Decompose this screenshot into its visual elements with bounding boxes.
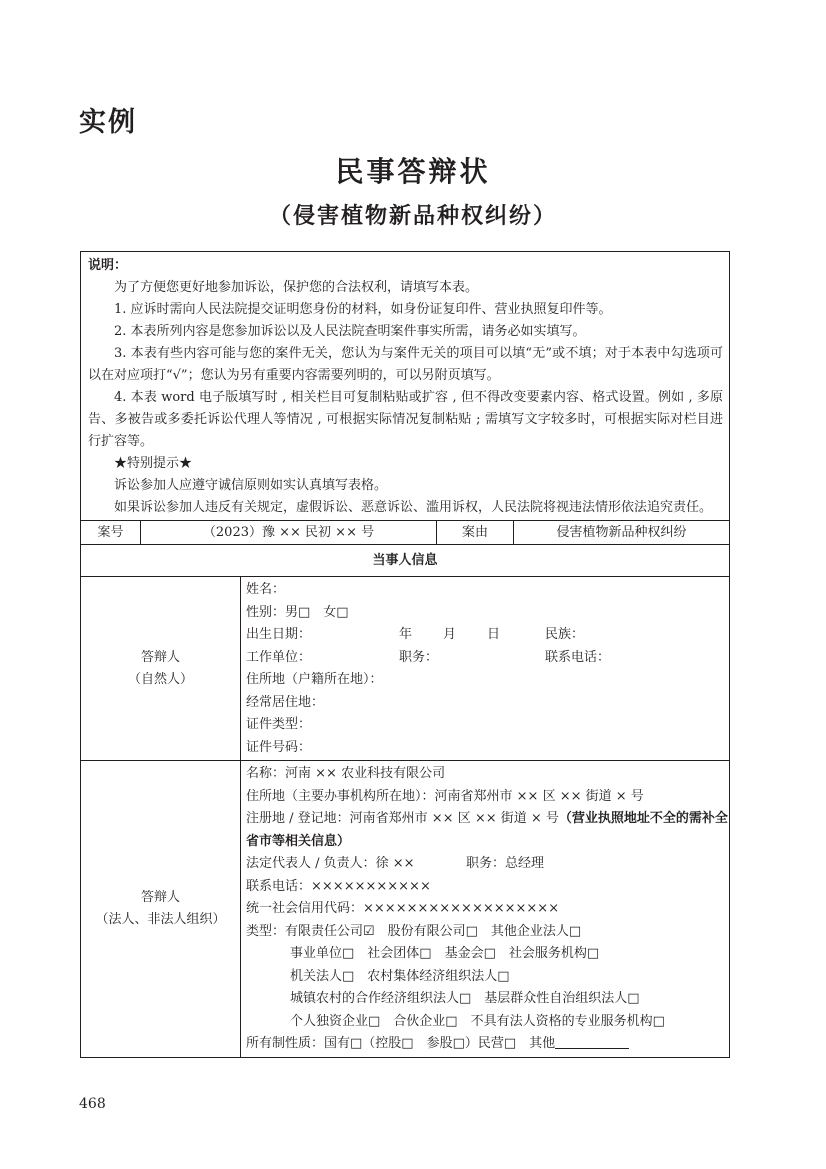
- representative-position-label: 职务：: [466, 856, 506, 871]
- entity-name-label: 名称：: [246, 766, 286, 781]
- ethnicity-field[interactable]: 民族：: [545, 627, 585, 642]
- workplace-line: [246, 647, 729, 670]
- entity-phone-field[interactable]: [246, 876, 729, 899]
- instructions-row: [81, 252, 730, 521]
- instruction-paragraph: 1. 应诉时需向人民法院提交证明您身份的材料，如身份证复印件、营业执照复印件等。: [114, 302, 612, 317]
- credit-code-field[interactable]: [246, 898, 729, 921]
- respondent-label: 答辩人: [140, 649, 180, 665]
- domicile-field[interactable]: 住所地（户籍所在地）：: [246, 672, 383, 687]
- entity-address-field[interactable]: [246, 786, 729, 809]
- natural-person-row: [81, 577, 730, 761]
- entity-phone-value: ×××××××××××: [311, 878, 431, 894]
- position-field[interactable]: 职务：: [399, 649, 439, 665]
- instruction-paragraph: 3. 本表有些内容可能与您的案件无关，您认为与案件无关的项目可以填“无”或不填；对于本表中勾选项可以在对应项打“√”；您认为另有重要内容需要列明的，可以另附页填写。: [88, 346, 724, 383]
- case-cause-value: 侵害植物新品种权纠纷: [514, 521, 730, 545]
- phone-field[interactable]: 联系电话：: [545, 649, 611, 665]
- respondent-type-label: （法人、非法人组织）: [95, 911, 226, 927]
- registration-address-field[interactable]: [246, 808, 729, 853]
- ownership-field[interactable]: [246, 1033, 729, 1056]
- case-cause-label: 案由: [437, 521, 514, 545]
- representative-position-value: 总经理: [505, 856, 545, 871]
- id-type-field[interactable]: 证件类型：: [246, 717, 312, 732]
- natural-person-fields: [241, 577, 730, 761]
- gender-field[interactable]: 性别：男□ 女□: [246, 604, 349, 620]
- representative-label: 法定代表人 / 负责人：: [246, 856, 376, 871]
- instruction-paragraph: 为了方便您更好地参加诉讼，保护您的合法权利，请填写本表。: [114, 280, 479, 295]
- special-notice-heading: ★特别提示★: [114, 456, 193, 471]
- birth-day: 日: [487, 627, 501, 642]
- representative-value[interactable]: 徐 ××: [375, 856, 415, 871]
- birth-date-field[interactable]: [246, 624, 729, 647]
- other-ownership-blank[interactable]: [555, 1034, 629, 1049]
- credit-code-label: 统一社会信用代码：: [246, 901, 364, 916]
- case-number-label: 案号: [81, 521, 141, 545]
- respondent-type-label: （自然人）: [127, 671, 193, 687]
- section-title: 实例: [79, 107, 137, 138]
- id-number-field[interactable]: 证件号码：: [246, 739, 312, 755]
- birth-year: 年: [399, 627, 413, 642]
- document-subtitle: （侵害植物新品种权纠纷）: [268, 204, 557, 229]
- credit-code-value: ××××××××××××××××××: [363, 901, 560, 916]
- entity-phone-label: 联系电话：: [246, 878, 312, 894]
- name-field[interactable]: 姓名：: [246, 582, 286, 597]
- ownership-options[interactable]: 所有制性质：国有□（控股□ 参股□）民营□ 其他: [246, 1036, 556, 1051]
- birth-date-label: 出生日期：: [246, 627, 312, 642]
- registration-address-label: 注册地 / 登记地：: [246, 811, 350, 826]
- party-info-header-row: [81, 545, 730, 577]
- registration-address-note: （营业执照地址不全的需补全省市等相关信息）: [246, 811, 728, 849]
- instructions-cell: [81, 252, 730, 521]
- instruction-paragraph: 4. 本表 word 电子版填写时 , 相关栏目可复制粘贴或扩容 , 但不得改变要素内容、格式设置。例如 , 多原告、多被告或多委托诉讼代理人等情况 , 可根据实际情况复制粘贴 ; 需填写文字较多时，可根据实际对栏目进行扩容等。: [88, 390, 724, 449]
- birth-month: 月: [443, 627, 457, 642]
- instruction-paragraph: 诉讼参加人应遵守诚信原则如实认真填写表格。: [114, 478, 388, 493]
- entity-address-label: 住所地（主要办事机构所在地）：: [246, 788, 435, 804]
- natural-person-label: [81, 577, 241, 761]
- instruction-paragraph: 如果诉讼参加人违反有关规定，虚假诉讼、恶意诉讼、滥用诉权，人民法院将视违法情形依法追究责任。: [114, 500, 713, 515]
- entity-type-checkboxes[interactable]: 类型：有限责任公司☑ 股份有限公司□ 其他企业法人□: [246, 923, 582, 939]
- entity-name-value: 河南 ×× 农业科技有限公司: [285, 766, 446, 781]
- entity-address-value: 河南省郑州市 ×× 区 ×× 街道 × 号: [434, 788, 644, 804]
- document-title: 民事答辩状: [335, 155, 491, 188]
- instruction-paragraph: 2. 本表所列内容是您参加诉讼以及人民法院查明案件事实所需，请务必如实填写。: [114, 324, 586, 339]
- legal-entity-label: [81, 761, 241, 1058]
- legal-entity-row: [81, 761, 730, 1058]
- entity-type-checkboxes[interactable]: 城镇农村的合作经济组织法人□ 基层群众性自治组织法人□: [290, 991, 640, 1006]
- instructions-heading: 说明：: [88, 258, 128, 273]
- entity-type-checkboxes[interactable]: 事业单位□ 社会团体□ 基金会□ 社会服务机构□: [290, 946, 600, 961]
- defense-form-table: [80, 251, 730, 1058]
- legal-entity-fields: [241, 761, 730, 1058]
- case-number-value: （2023）豫 ×× 民初 ×× 号: [141, 521, 437, 545]
- entity-type-checkboxes[interactable]: 个人独资企业□ 合伙企业□ 不具有法人资格的专业服务机构□: [290, 1013, 665, 1029]
- representative-position-field[interactable]: [466, 853, 544, 876]
- entity-name-field[interactable]: [246, 763, 729, 786]
- party-info-header: 当事人信息: [81, 545, 730, 577]
- workplace-field[interactable]: 工作单位：: [246, 649, 312, 665]
- legal-representative-line: [246, 853, 729, 876]
- case-info-row: [81, 521, 730, 545]
- entity-type-checkboxes[interactable]: 机关法人□ 农村集体经济组织法人□: [290, 968, 510, 984]
- respondent-label: 答辩人: [140, 889, 180, 905]
- registration-address-value: 河南省郑州市 ×× 区 ×× 街道 × 号: [349, 811, 559, 826]
- residence-field[interactable]: 经常居住地：: [246, 694, 325, 710]
- page-number: 468: [79, 1096, 106, 1112]
